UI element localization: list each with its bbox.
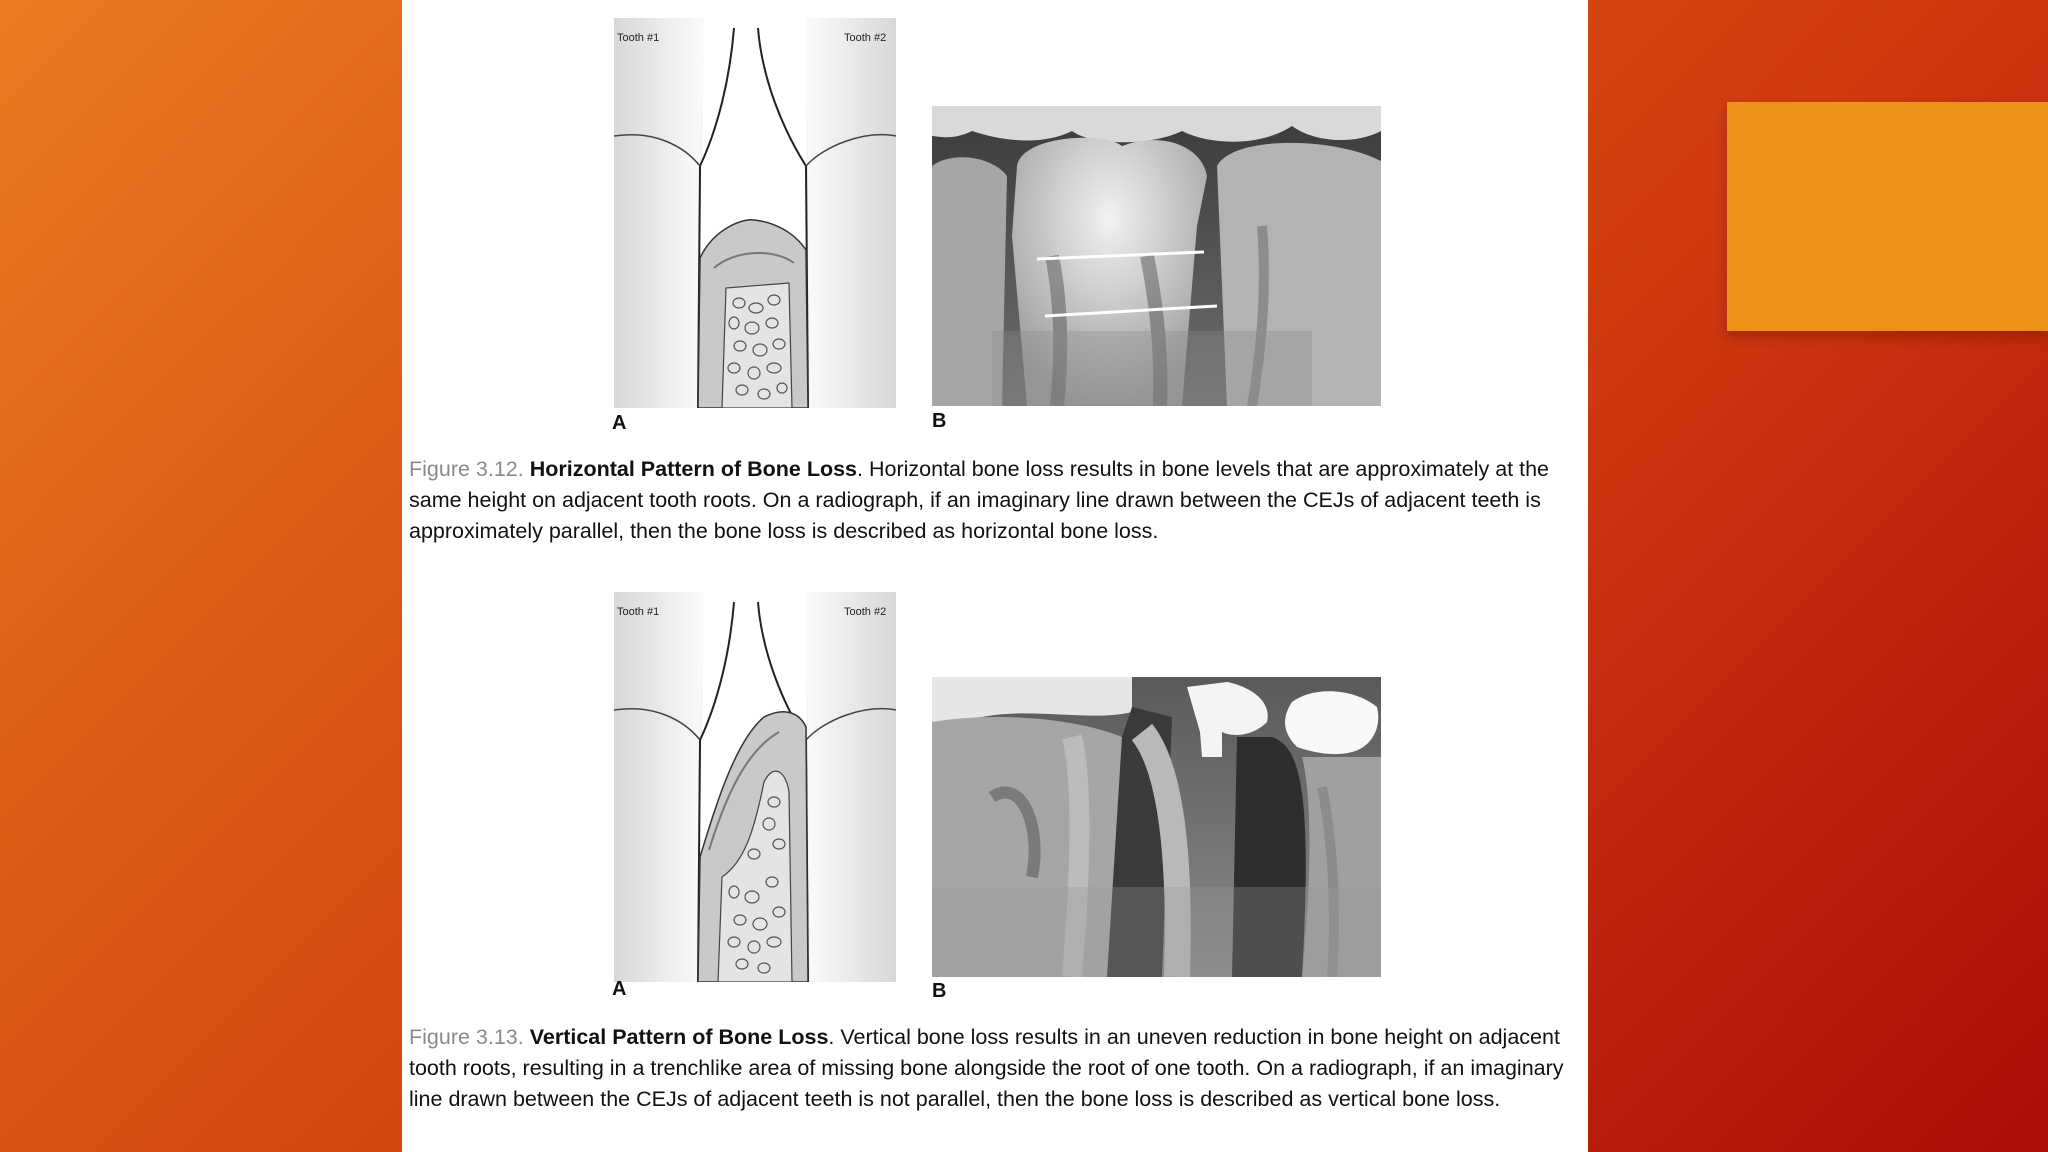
tooth-2-label: Tooth #2 (844, 606, 887, 618)
horizontal-bone-loss-radiograph (932, 106, 1381, 406)
panel-a-label: A (612, 978, 627, 1000)
horizontal-bone-loss-diagram (614, 18, 896, 408)
caption-text: . Vertical bone loss results in an uneven reduction in bone height on adjacent tooth roots, resulting in a trenchlike area of missing bone alongside the root of one tooth. On a radiograph, if an imaginary line drawn between the CEJs of adjacent teeth is not parallel, then the bone loss is described as vertical bone loss. (409, 1025, 1564, 1111)
tooth-2-label: Tooth #2 (844, 32, 887, 44)
figure-title: Vertical Pattern of Bone Loss (529, 1025, 829, 1049)
panel-a-label: A (612, 412, 627, 434)
vertical-bone-loss-diagram (614, 592, 896, 982)
figure-3-12-caption (409, 454, 1584, 547)
figure-3-13-caption (409, 1022, 1584, 1115)
figure-number: Figure 3.12. (409, 457, 524, 481)
panel-b-label: B (932, 980, 947, 1002)
accent-box (1727, 102, 2048, 331)
caption-text: . Horizontal bone loss results in bone levels that are approximately at the same height on adjacent tooth roots. On a radiograph, if an imaginary line drawn between the CEJs of adjacent teeth is approximately parallel, then the bone loss is described as horizontal bone loss. (409, 457, 1549, 543)
document-page (402, 0, 1588, 1152)
vertical-bone-loss-radiograph (932, 677, 1381, 977)
figure-3-12 (402, 0, 1588, 560)
panel-b-label: B (932, 410, 947, 432)
tooth-1-label: Tooth #1 (617, 606, 660, 618)
figure-title: Horizontal Pattern of Bone Loss (529, 457, 858, 481)
figure-number: Figure 3.13. (409, 1025, 524, 1049)
figure-3-13 (402, 574, 1588, 1152)
tooth-1-label: Tooth #1 (617, 32, 660, 44)
